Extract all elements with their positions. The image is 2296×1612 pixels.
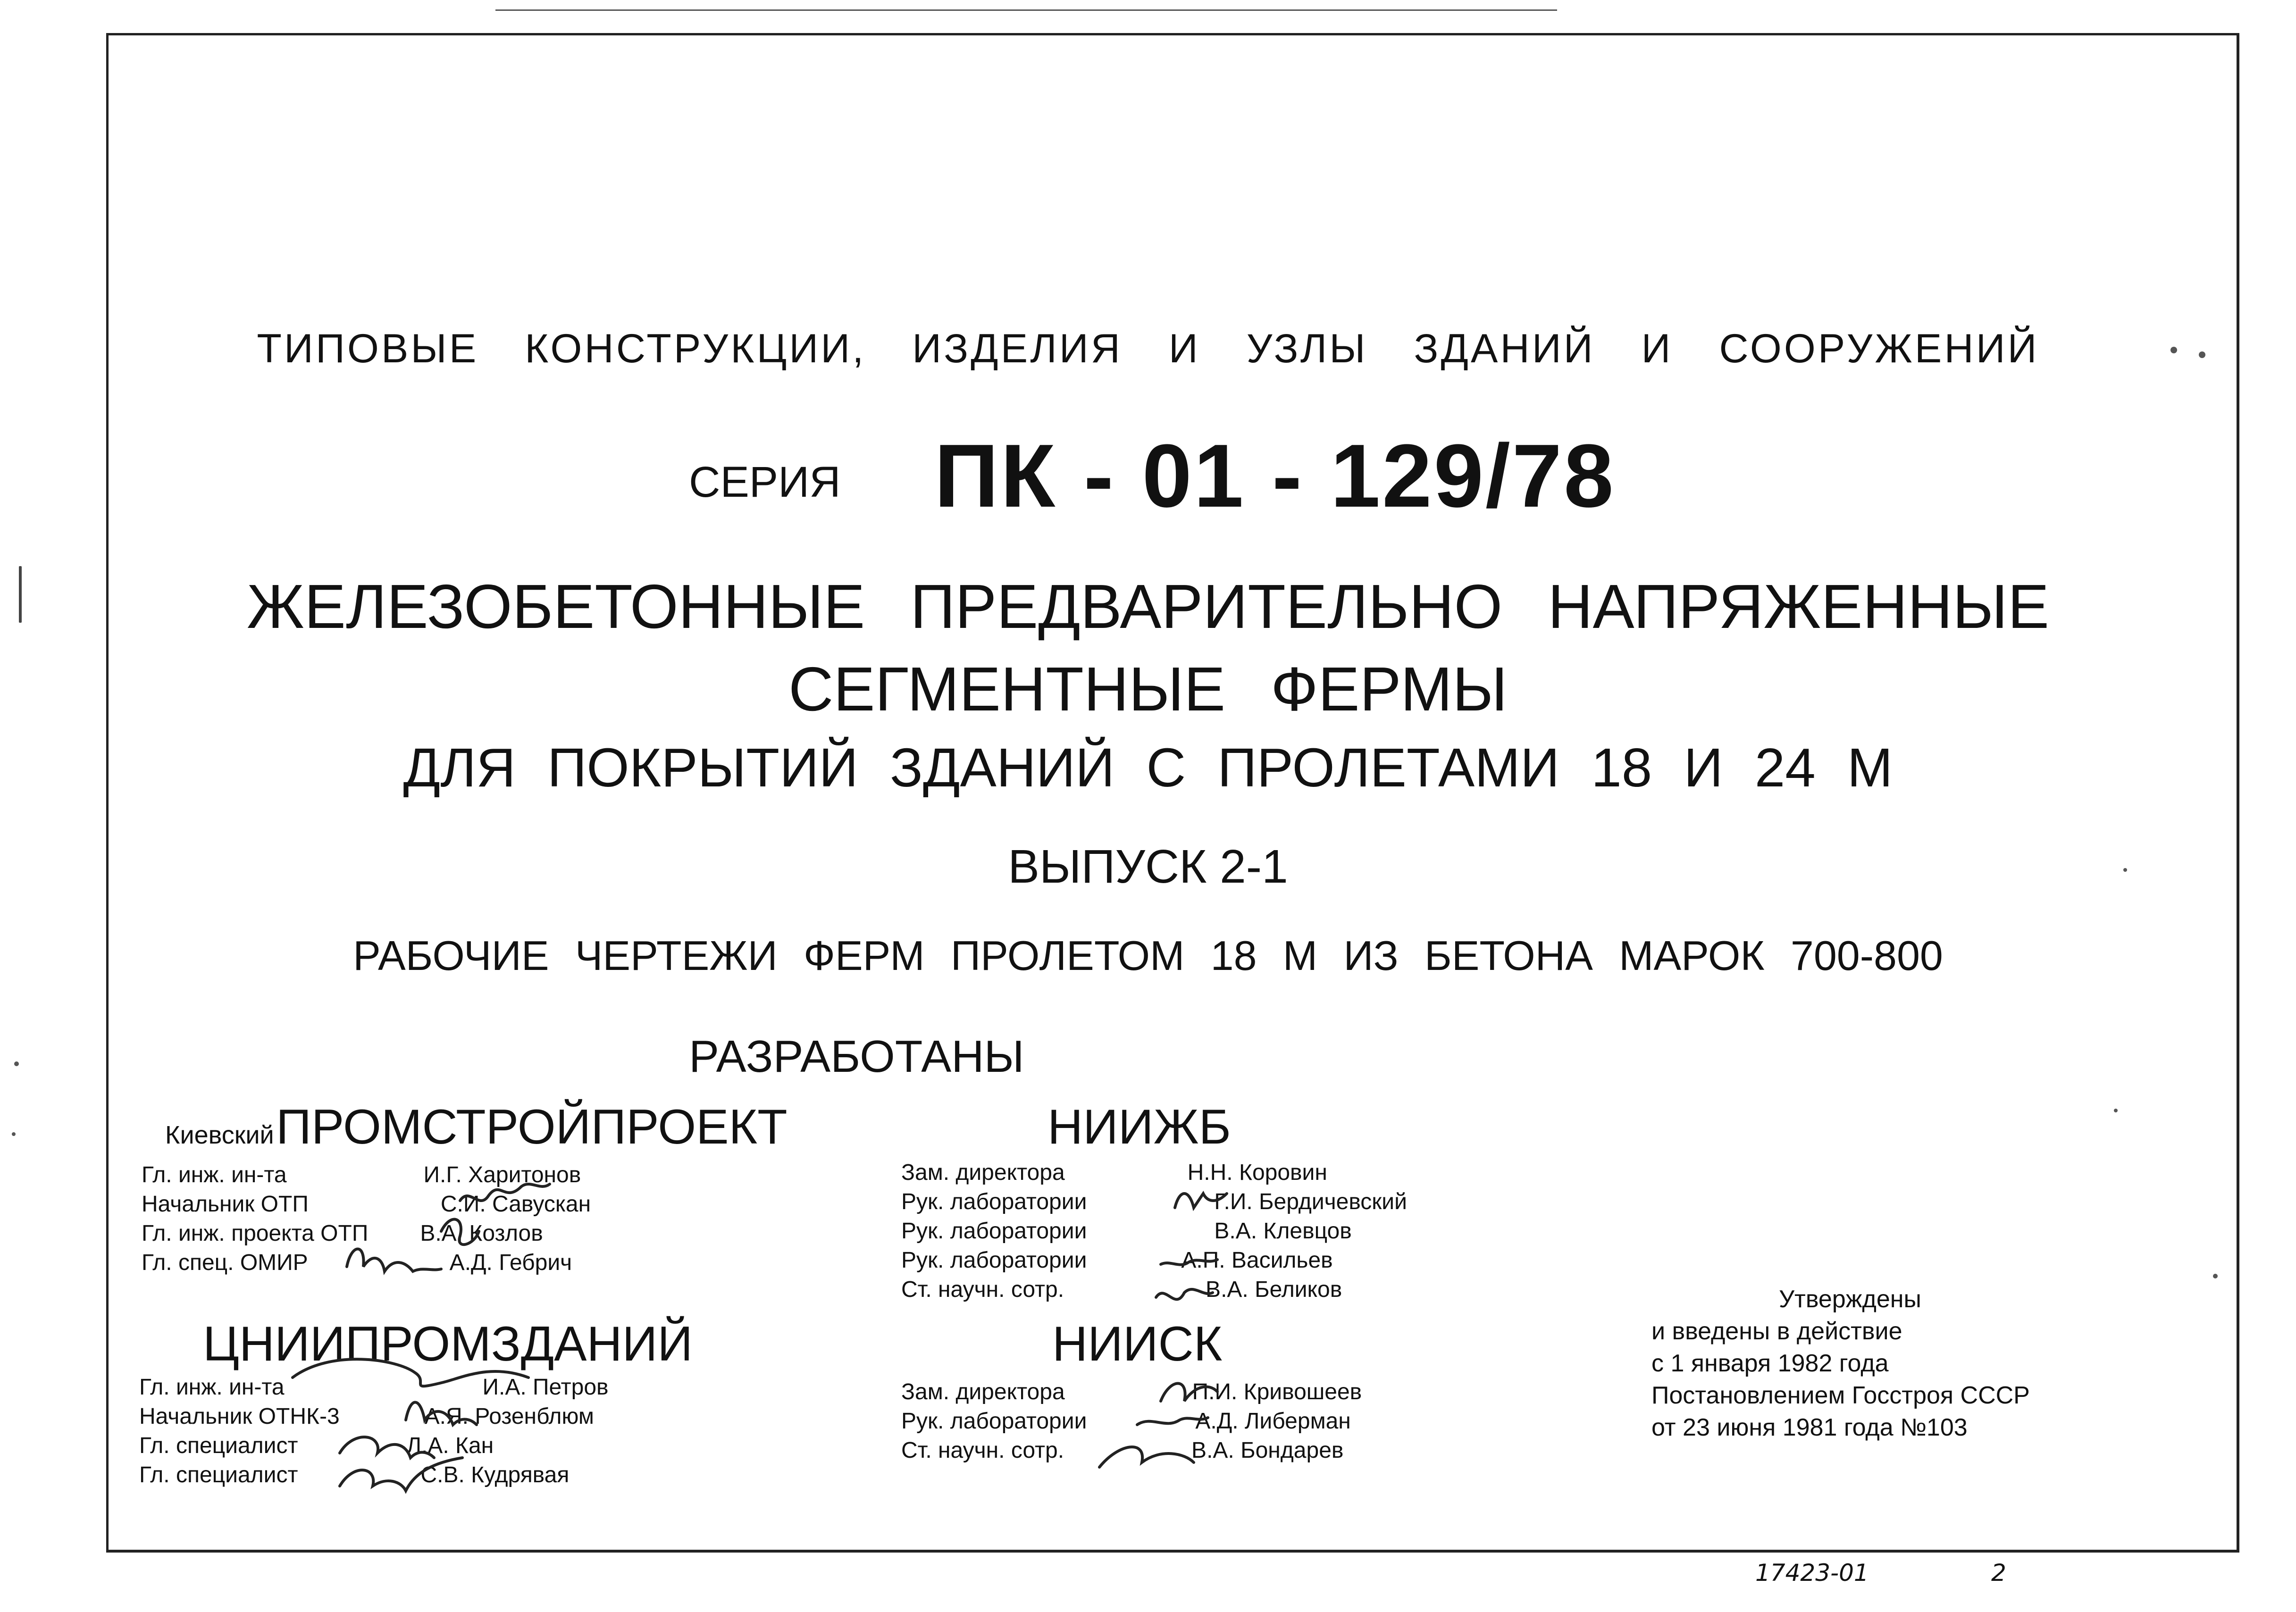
staff-row: Ст. научн. сотр. В.А. Бондарев (901, 1438, 1344, 1463)
title-line-3: ДЛЯ ПОКРЫТИЙ ЗДАНИЙ С ПРОЛЕТАМИ 18 И 24 М (403, 737, 1893, 798)
staff-row: Рук. лаборатории А.П. Васильев (901, 1248, 1333, 1273)
org-tsnii-heading: ЦНИИПРОМЗДАНИЙ (203, 1317, 693, 1371)
staff-row: Гл. инж. ин-та И.А. Петров (139, 1375, 609, 1400)
staff-row: Ст. научн. сотр. В.А. Беликов (901, 1277, 1342, 1302)
signature-petrov (293, 1359, 528, 1386)
staff-row: Гл. спец. ОМИР А.Д. Гебрич (142, 1250, 572, 1275)
staff-row: Рук. лаборатории В.А. Клевцов (901, 1219, 1352, 1244)
approval-line: от 23 июня 1981 года №103 (1651, 1414, 1968, 1441)
series-code: ПК - 01 - 129/78 (934, 426, 1616, 526)
signature-rozenblum (406, 1403, 477, 1425)
signature-bondarev (1099, 1447, 1194, 1467)
staff-row: Начальник ОТП С.И. Савускан (142, 1192, 591, 1217)
staff-row: Рук. лаборатории А.Д. Либерман (901, 1409, 1351, 1434)
issue-number: ВЫПУСК 2-1 (1008, 840, 1288, 893)
approval-block (1651, 1283, 2030, 1444)
staff-row: Зам. директора Н.Н. Коровин (901, 1160, 1327, 1185)
org-city: Киевский (165, 1121, 274, 1149)
title-line-1: ЖЕЛЕЗОБЕТОННЫЕ ПРЕДВАРИТЕЛЬНО НАПРЯЖЕННЫЕ (247, 572, 2049, 641)
signature-gebrich (347, 1249, 441, 1272)
approval-line: Утверждены (1779, 1286, 1921, 1313)
staff-row: Зам. директора П.И. Кривошеев (901, 1379, 1362, 1404)
staff-row: Гл. специалист Л.А. Кан (139, 1433, 494, 1458)
approval-line: с 1 января 1982 года (1651, 1350, 1889, 1377)
subtitle: РАБОЧИЕ ЧЕРТЕЖИ ФЕРМ ПРОЛЕТОМ 18 М ИЗ БЕТОНА МАРОК 700-800 (353, 932, 1943, 979)
signature-kudryavaya (340, 1458, 462, 1491)
developed-label: РАЗРАБОТАНЫ (689, 1031, 1024, 1082)
series-label: СЕРИЯ (689, 458, 841, 506)
signature-kan (340, 1437, 434, 1458)
title-line-2: СЕГМЕНТНЫЕ ФЕРМЫ (788, 654, 1508, 724)
approval-line: Постановлением Госстроя СССР (1651, 1382, 2030, 1409)
signature-liberman (1137, 1418, 1208, 1425)
org-niisk-heading: НИИСК (1052, 1317, 1223, 1371)
staff-row: Начальник ОТНК-3 А.Я. Розенблюм (139, 1404, 594, 1429)
signature-berdichevsky (1175, 1194, 1227, 1208)
signature-belikov (1156, 1289, 1213, 1299)
org-name: ПРОМСТРОЙПРОЕКТ (276, 1100, 788, 1154)
footer-sheet-number: 2 (1991, 1559, 2006, 1587)
signature-krivosheev (1161, 1384, 1217, 1402)
staff-row: Гл. инж. ин-та И.Г. Харитонов (142, 1162, 581, 1187)
footer-doc-number: 17423-01 (1755, 1559, 1869, 1587)
staff-row: Гл. специалист С.В. Кудрявая (139, 1462, 570, 1487)
staff-row: Гл. инж. проекта ОТП В.А. Козлов (142, 1221, 543, 1246)
signature-vasiliev (1161, 1260, 1217, 1265)
signature-kozlov (441, 1219, 479, 1245)
approval-line: и введены в действие (1651, 1318, 1902, 1345)
series-header: ТИПОВЫЕ КОНСТРУКЦИИ, ИЗДЕЛИЯ И УЗЛЫ ЗДАНИЙ И СООРУЖЕНИЙ (257, 326, 2039, 371)
staff-row: Рук. лаборатории Г.И. Бердичевский (901, 1189, 1407, 1214)
org-niizhb-heading: НИИЖБ (1047, 1100, 1231, 1154)
signature-savuskan (460, 1184, 550, 1201)
